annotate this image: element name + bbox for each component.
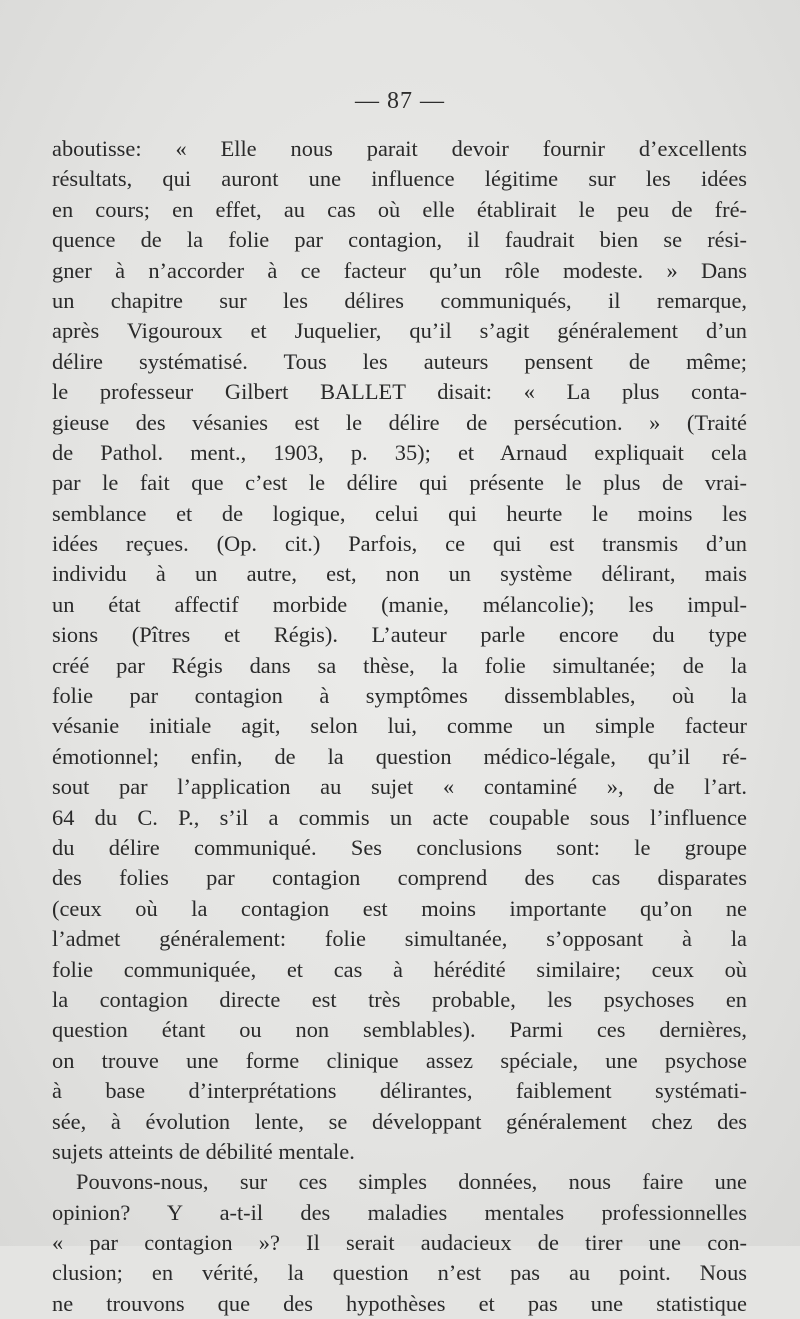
text-line: par le fait que c’est le délire qui présente le plus de vrai-: [52, 470, 747, 496]
text-line: de Pathol. ment., 1903, p. 35); et Arnaud expliquait cela: [52, 439, 747, 465]
text-line: (ceux où la contagion est moins importante qu’on ne: [52, 895, 747, 921]
text-line: Pouvons-nous, sur ces simples données, nous faire une: [76, 1169, 747, 1195]
text-line: la contagion directe est très probable, les psychoses en: [52, 986, 747, 1012]
text-line: créé par Régis dans sa thèse, la folie simultanée; de la: [52, 652, 747, 678]
text-line: semblance et de logique, celui qui heurte le moins les: [52, 500, 747, 526]
text-line: un état affectif morbide (manie, mélancolie); les impul-: [52, 591, 747, 617]
text-line: l’admet généralement: folie simultanée, s’opposant à la: [52, 926, 747, 952]
text-line: le professeur Gilbert BALLET disait: « La plus conta-: [52, 379, 747, 405]
text-line: du délire communiqué. Ses conclusions sont: le groupe: [52, 834, 747, 860]
text-line: sions (Pîtres et Régis). L’auteur parle encore du type: [52, 622, 747, 648]
body-text: [52, 134, 747, 1319]
text-line: sujets atteints de débilité mentale.: [52, 1138, 355, 1164]
text-line: sée, à évolution lente, se développant généralement chez des: [52, 1108, 747, 1134]
text-line: individu à un autre, est, non un système délirant, mais: [52, 561, 747, 587]
text-line: à base d’interprétations délirantes, faiblement systémati-: [52, 1078, 747, 1104]
text-line: idées reçues. (Op. cit.) Parfois, ce qui est transmis d’un: [52, 531, 747, 557]
text-line: vésanie initiale agit, selon lui, comme un simple facteur: [52, 713, 747, 739]
text-line: sout par l’application au sujet « contaminé », de l’art.: [52, 774, 747, 800]
text-line: gieuse des vésanies est le délire de persécution. » (Traité: [52, 409, 747, 435]
text-line: « par contagion »? Il serait audacieux de tirer une con-: [52, 1230, 747, 1256]
text-line: en cours; en effet, au cas où elle établirait le peu de fré-: [52, 196, 747, 222]
text-line: clusion; en vérité, la question n’est pas au point. Nous: [52, 1260, 747, 1286]
text-line: gner à n’accorder à ce facteur qu’un rôle modeste. » Dans: [52, 257, 747, 283]
text-line: aboutisse: « Elle nous parait devoir fournir d’excellents: [52, 136, 747, 161]
text-line: quence de la folie par contagion, il faudrait bien se rési-: [52, 227, 747, 253]
text-line: résultats, qui auront une influence légitime sur les idées: [52, 166, 747, 192]
text-line: des folies par contagion comprend des cas disparates: [52, 865, 747, 891]
text-line: 64 du C. P., s’il a commis un acte coupable sous l’influence: [52, 804, 747, 830]
text-line: question étant ou non semblables). Parmi ces dernières,: [52, 1017, 747, 1043]
text-line: après Vigouroux et Juquelier, qu’il s’agit généralement d’un: [52, 318, 747, 344]
text-line: un chapitre sur les délires communiqués, il remarque,: [52, 287, 747, 313]
text-line: on trouve une forme clinique assez spéciale, une psychose: [52, 1047, 747, 1073]
text-line: folie par contagion à symptômes dissemblables, où la: [52, 683, 747, 709]
page-number: — 87 —: [355, 88, 445, 114]
text-line: folie communiquée, et cas à hérédité similaire; ceux où: [52, 956, 747, 982]
text-line: délire systématisé. Tous les auteurs pensent de même;: [52, 348, 747, 374]
text-line: émotionnel; enfin, de la question médico-légale, qu’il ré-: [52, 743, 747, 769]
text-line: ne trouvons que des hypothèses et pas une statistique: [52, 1290, 747, 1316]
text-line: opinion? Y a-t-il des maladies mentales professionnelles: [52, 1199, 747, 1225]
